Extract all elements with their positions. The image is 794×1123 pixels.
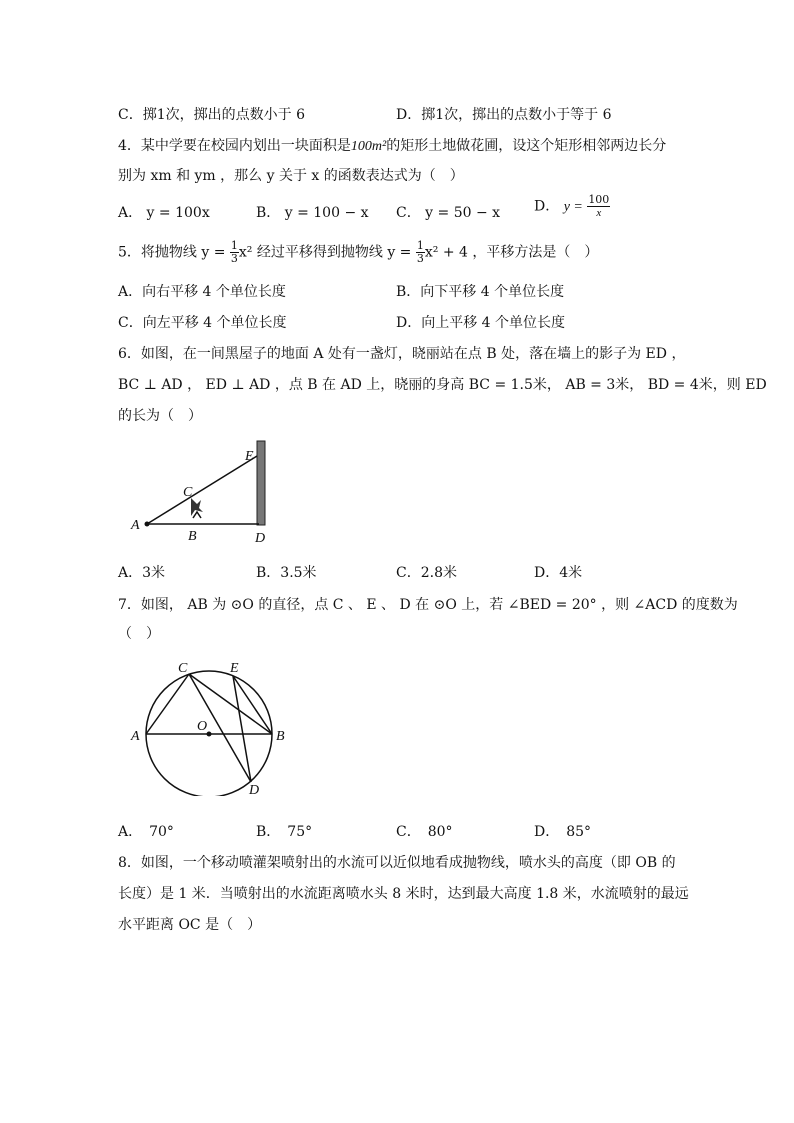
q4-option-c: C． y = 50 − x [396,205,501,221]
q5-fraction-2 [416,240,425,265]
q4-option-a: A． y = 100x [118,205,210,221]
q5-pre: 5．将抛物线 y = [118,244,226,261]
q7-stem-line1: 7．如图， AB 为 ⊙O 的直径，点 C 、 E 、 D 在 ⊙O 上，若 ∠BED = 20° ，则 ∠ACD 的度数为 [118,597,738,613]
q4-frac-den: x [596,207,602,219]
q6-option-b: B．3.5米 [256,565,317,581]
q4-stem-post: 的矩形土地做花圃，设这个矩形相邻两边长分 [386,138,667,154]
lamp-point [145,522,150,527]
q7-option-c: C． 80° [396,824,453,840]
q5-frac1-num: 1 [230,239,238,252]
q5-frac2-den: 3 [416,252,424,265]
q5-option-b: B．向下平移 4 个单位长度 [396,284,565,300]
label-c: C [178,661,188,676]
q7-option-a: A． 70° [118,824,174,840]
label-o: O [197,719,208,734]
q5-mid2: x² + 4 ，平移方法是（ ） [424,244,599,261]
q7-figure [125,656,300,796]
q8-stem-line1: 8．如图，一个移动喷灌架喷射出的水流可以近似地看成抛物线，喷水头的高度（即 OB 的 [118,855,676,871]
label-a: A [131,729,140,744]
q4-stem-line1 [118,135,666,155]
q7-option-b: B． 75° [256,824,313,840]
q5-option-a: A．向右平移 4 个单位长度 [118,284,286,300]
label-b: B [188,529,197,544]
label-a: A [131,518,140,533]
q5-stem [118,240,598,265]
q5-fraction-1 [230,240,239,265]
q7-stem-line2: （ ） [118,626,160,642]
label-d: D [255,531,266,546]
q6-stem-line2: BC ⊥ AD ， ED ⊥ AD ，点 B 在 AD 上，晓丽的身高 BC = 1.5米， AB = 3米， BD = 4米，则 ED [118,377,767,393]
q5-frac2-num: 1 [416,239,424,252]
q4-option-d-fraction [587,194,610,219]
light-ray [147,456,257,524]
person-legs [193,512,201,518]
q8-stem-line3: 水平距离 OC 是（ ） [118,917,262,933]
q6-option-c: C．2.8米 [396,565,457,581]
q4-option-d-expr: y = [563,199,583,215]
q7-option-d: D． 85° [534,824,592,840]
q6-figure [125,436,285,546]
q6-stem-line1: 6．如图，在一间黑屋子的地面 A 处有一盏灯，晓丽站在点 B 处，落在墙上的影子为 ED ， [118,346,686,362]
q5-mid1: x² 经过平移得到抛物线 y = [238,244,412,261]
wall [257,441,265,525]
q6-option-d: D．4米 [534,565,583,581]
q6-option-a: A．3米 [118,565,166,581]
q5-frac1-den: 3 [230,252,238,265]
q4-option-d-label: D． [534,198,560,215]
q4-option-d [534,194,610,219]
q4-frac-num: 100 [588,193,610,206]
q3-option-d: D．掷1次，掷出的点数小于等于 6 [396,107,612,123]
center-point [207,732,212,737]
q4-option-b: B． y = 100 − x [256,205,369,221]
q5-option-c: C．向左平移 4 个单位长度 [118,315,287,331]
label-d: D [249,783,260,796]
chord-eb [233,676,272,734]
label-e: E [245,449,254,464]
label-c: C [183,485,193,500]
q5-option-d: D．向上平移 4 个单位长度 [396,315,566,331]
q8-stem-line2: 长度）是 1 米．当喷射出的水流距离喷水头 8 米时，达到最大高度 1.8 米，水流喷射的最远 [118,886,689,902]
chord-ac [146,674,189,734]
q3-option-c: C．掷1次，掷出的点数小于 6 [118,107,305,123]
label-b: B [276,729,285,744]
q4-area: 100m² [350,139,387,154]
q4-stem-line2: 别为 xm 和 ym ，那么 y 关于 x 的函数表达式为（ ） [118,168,464,184]
q4-stem-pre: 4．某中学要在校园内划出一块面积是 [118,138,351,154]
label-e: E [230,661,239,676]
q6-stem-line3: 的长为（ ） [118,408,202,424]
